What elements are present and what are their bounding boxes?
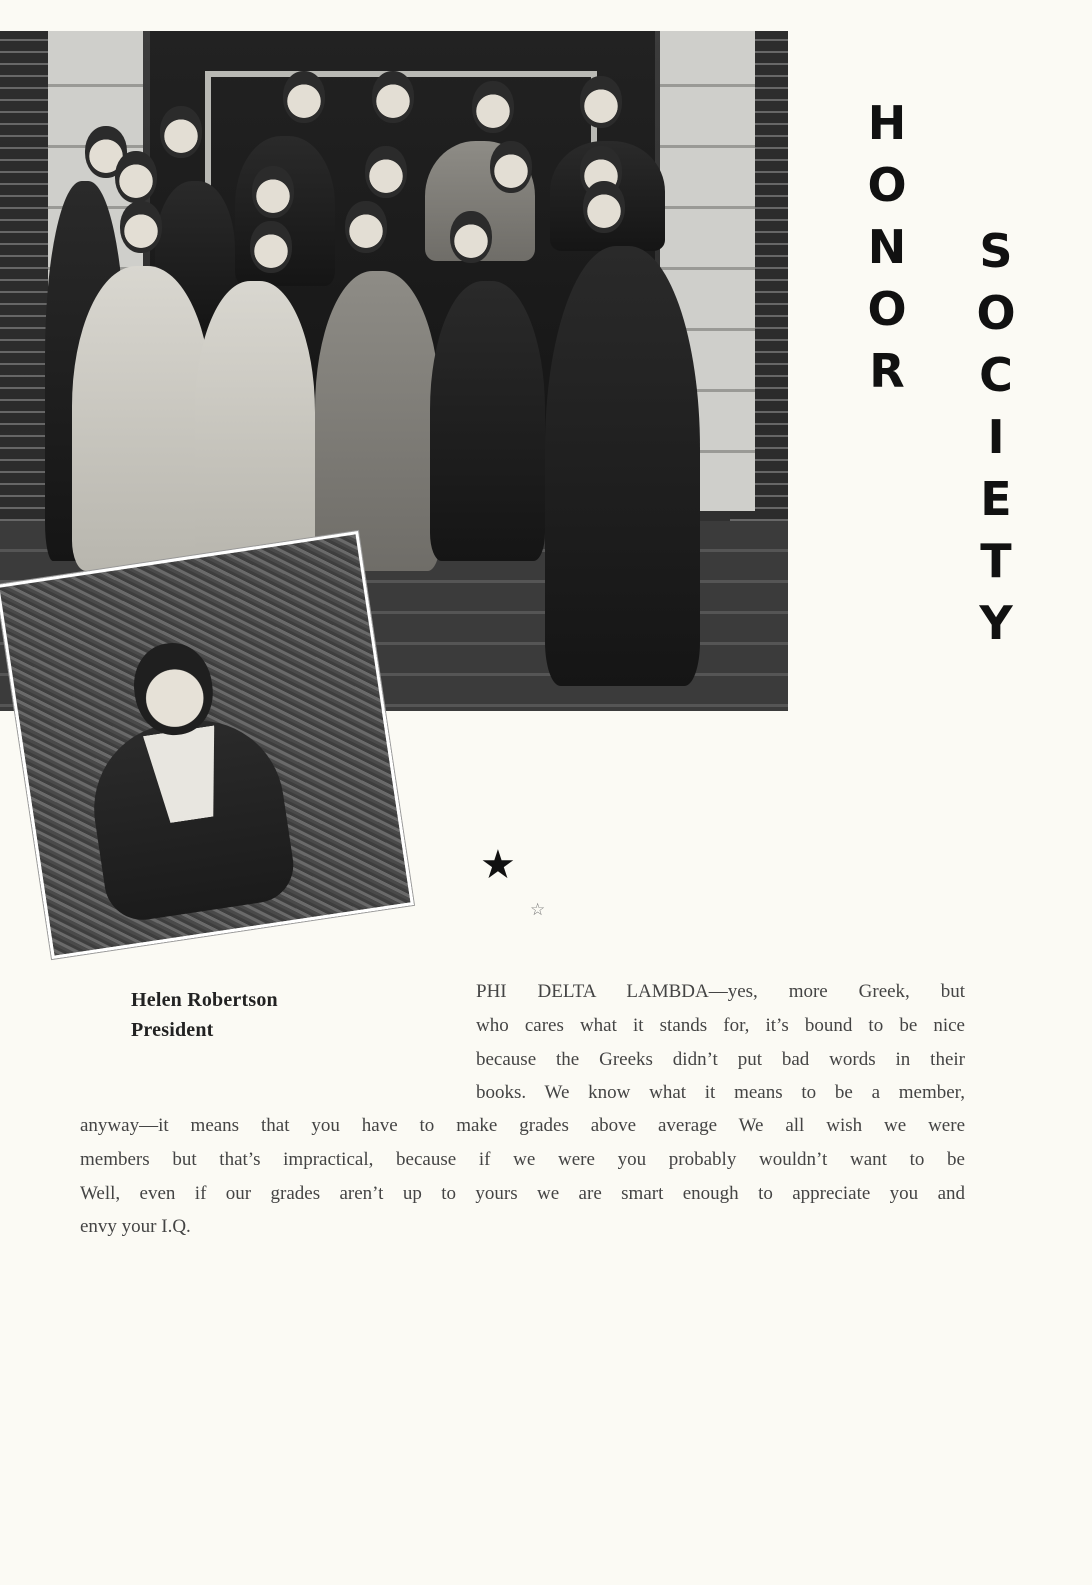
paragraph-line: Well, even if our grades aren’t up to yours we are smart enough to appreciate you and [80,1182,965,1204]
group-member-head [472,81,514,133]
paragraph-full [80,1109,965,1244]
paragraph-line: PHI DELTA LAMBDA—yes, more Greek, but [476,981,965,1002]
group-member [195,281,315,566]
paragraph-line: because the Greeks didn’t put bad words in their [476,1048,965,1070]
title-letter: H [867,96,907,150]
title-society [966,224,1026,662]
president-name: Helen Robertson [131,989,278,1011]
paragraph-line: anyway—it means that you have to make grades above average We all wish we were [80,1115,965,1136]
title-letter: Y [979,596,1013,650]
title-letter: I [987,410,1005,464]
group-member-head [120,201,162,253]
title-letter: S [979,224,1013,278]
title-letter: N [867,220,907,274]
group-member-head [450,211,492,263]
title-honor [857,96,917,410]
paragraph-line: members but that’s impractical, because if we were you probably wouldn’t want to be [80,1148,965,1170]
group-member-head [115,151,157,203]
group-member-head [250,221,292,273]
group-member-head [252,166,294,218]
group-member-head [580,76,622,128]
president-photo [0,531,414,959]
outline-star-icon: ☆ [530,900,546,920]
group-member-head [345,201,387,253]
title-letter: O [867,282,907,336]
paragraph-line: books. We know what it means to be a member, [476,1082,965,1104]
group-member-head [583,181,625,233]
title-letter: T [980,534,1012,588]
title-letter: O [867,158,907,212]
paragraph-line: who cares what it stands for, it’s bound to be nice [476,1014,965,1036]
title-letter: C [979,348,1013,402]
group-member [315,271,440,571]
group-member-head [372,71,414,123]
group-member-head [365,146,407,198]
title-letter: R [869,344,905,398]
president-caption [131,985,278,1045]
group-member-head [490,141,532,193]
title-letter: E [980,472,1012,526]
title-letter: O [976,286,1016,340]
paragraph-line: envy your I.Q. [80,1216,191,1238]
president-role: President [131,1019,214,1041]
group-member-head [160,106,202,158]
paragraph-indented [476,975,965,1110]
group-member [72,266,212,571]
group-member [430,281,545,561]
group-member-head [283,71,325,123]
group-member [545,246,700,686]
solid-star-icon: ★ [480,842,516,888]
